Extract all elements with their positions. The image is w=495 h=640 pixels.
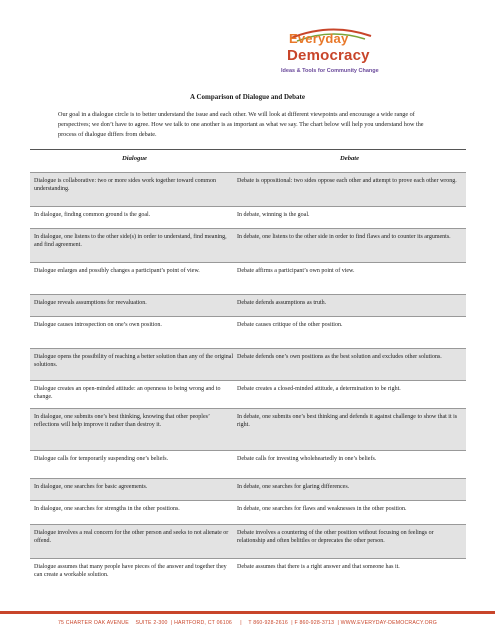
debate-cell: In debate, one listens to the other side in order to find flaws and to counter its arguments. [237,234,451,240]
dialogue-cell: In dialogue, one searches for basic agreements. [34,484,148,490]
table-row [30,348,466,380]
footer: 75 CHARTER OAK AVENUE SUITE 2-300 | HARTFORD, CT 06106 | T 860-928-2616 | F 860-928-3713 | WWW.EVERYDAY-DEMOCRACY.ORG [57,620,438,626]
table-row [30,558,466,588]
footer-bar [0,611,495,614]
table-row [30,450,466,478]
debate-cell: Debate affirms a participant’s own point of view. [237,268,355,274]
dialogue-cell: Dialogue reveals assumptions for reevaluation. [34,300,147,306]
dialogue-cell: Dialogue is collaborative: two or more sides work together toward common understanding. [34,178,216,193]
table-row [30,478,466,500]
intro-paragraph: Our goal in a dialogue circle is to better understand the issue and each other. We will look at different viewpoints and encourage a wide range of perspectives; we don’t have to agree. How we talk to one another is as important as what we say. The chart below will help you understand how the process of dialogue differs from debate. [58,111,424,138]
dialogue-cell: Dialogue opens the possibility of reaching a better solution than any of the original solutions. [34,354,234,369]
footer-web[interactable]: WWW.EVERYDAY-DEMOCRACY.ORG [340,620,438,626]
logo-word-everyday: Everyday [289,31,349,46]
table-row [30,380,466,408]
dialogue-cell: In dialogue, one submits one’s best thinking, knowing that other peoples’ reflections will help improve it rather than destroy it. [34,414,210,429]
table-row [30,228,466,262]
footer-city: HARTFORD, CT 06106 [174,620,233,626]
dialogue-cell: In dialogue, one searches for strengths in the other positions. [34,506,180,512]
header-dialogue: Dialogue [122,155,147,162]
table-row [30,262,466,294]
dialogue-cell: Dialogue calls for temporarily suspending one’s beliefs. [34,456,169,462]
footer-address: 75 CHARTER OAK AVENUE [57,620,129,626]
footer-phone: T 860-928-2616 [248,620,288,626]
debate-cell: Debate calls for investing wholeheartedly in one’s beliefs. [237,456,377,462]
dialogue-cell: Dialogue involves a real concern for the other person and seeks to not alienate or offend. [34,530,229,545]
table-row [30,172,466,206]
dialogue-cell: Dialogue assumes that many people have pieces of the answer and together they can create a workable solution. [34,564,227,579]
table-row [30,206,466,228]
debate-cell: In debate, one submits one’s best thinking and defends it against challenge to show that it is right. [237,414,458,429]
table-row [30,294,466,316]
footer-fax: F 860-928-3713 [294,620,335,626]
dialogue-cell: Dialogue creates an open-minded attitude: an openness to being wrong and to change. [34,386,221,401]
debate-cell: Debate involves a countering of the other position without focusing on feelings or relationship and often belittles or deprecates the other person. [237,530,434,545]
logo-word-democracy: Democracy [287,47,370,64]
header-debate: Debate [340,155,360,162]
debate-cell: Debate defends assumptions as truth. [237,300,327,306]
debate-cell: In debate, one searches for glaring differences. [237,484,350,490]
table-row [30,316,466,348]
table-row [30,524,466,558]
dialogue-cell: Dialogue causes introspection on one’s own position. [34,322,162,328]
logo-tagline: Ideas & Tools for Community Change [281,68,379,74]
dialogue-cell: In dialogue, finding common ground is the goal. [34,212,151,218]
footer-suite: SUITE 2-300 [135,620,168,626]
debate-cell: In debate, winning is the goal. [237,212,310,218]
everyday-democracy-logo [255,20,405,88]
debate-cell: Debate defends one’s own positions as the best solution and excludes other solutions. [237,354,442,360]
debate-cell: Debate creates a closed-minded attitude, a determination to be right. [237,386,401,392]
table-header [30,149,466,169]
debate-cell: In debate, one searches for flaws and weaknesses in the other position. [237,506,407,512]
page-title: A Comparison of Dialogue and Debate [190,93,305,101]
debate-cell: Debate is oppositional: two sides oppose each other and attempt to prove each other wrong. [237,178,457,184]
table-row [30,500,466,524]
dialogue-cell: In dialogue, one listens to the other side(s) in order to understand, find meaning, and find agreement. [34,234,227,249]
debate-cell: Debate assumes that there is a right answer and that someone has it. [237,564,400,570]
dialogue-cell: Dialogue enlarges and possibly changes a participant’s point of view. [34,268,200,274]
table-row [30,408,466,450]
debate-cell: Debate causes critique of the other position. [237,322,343,328]
